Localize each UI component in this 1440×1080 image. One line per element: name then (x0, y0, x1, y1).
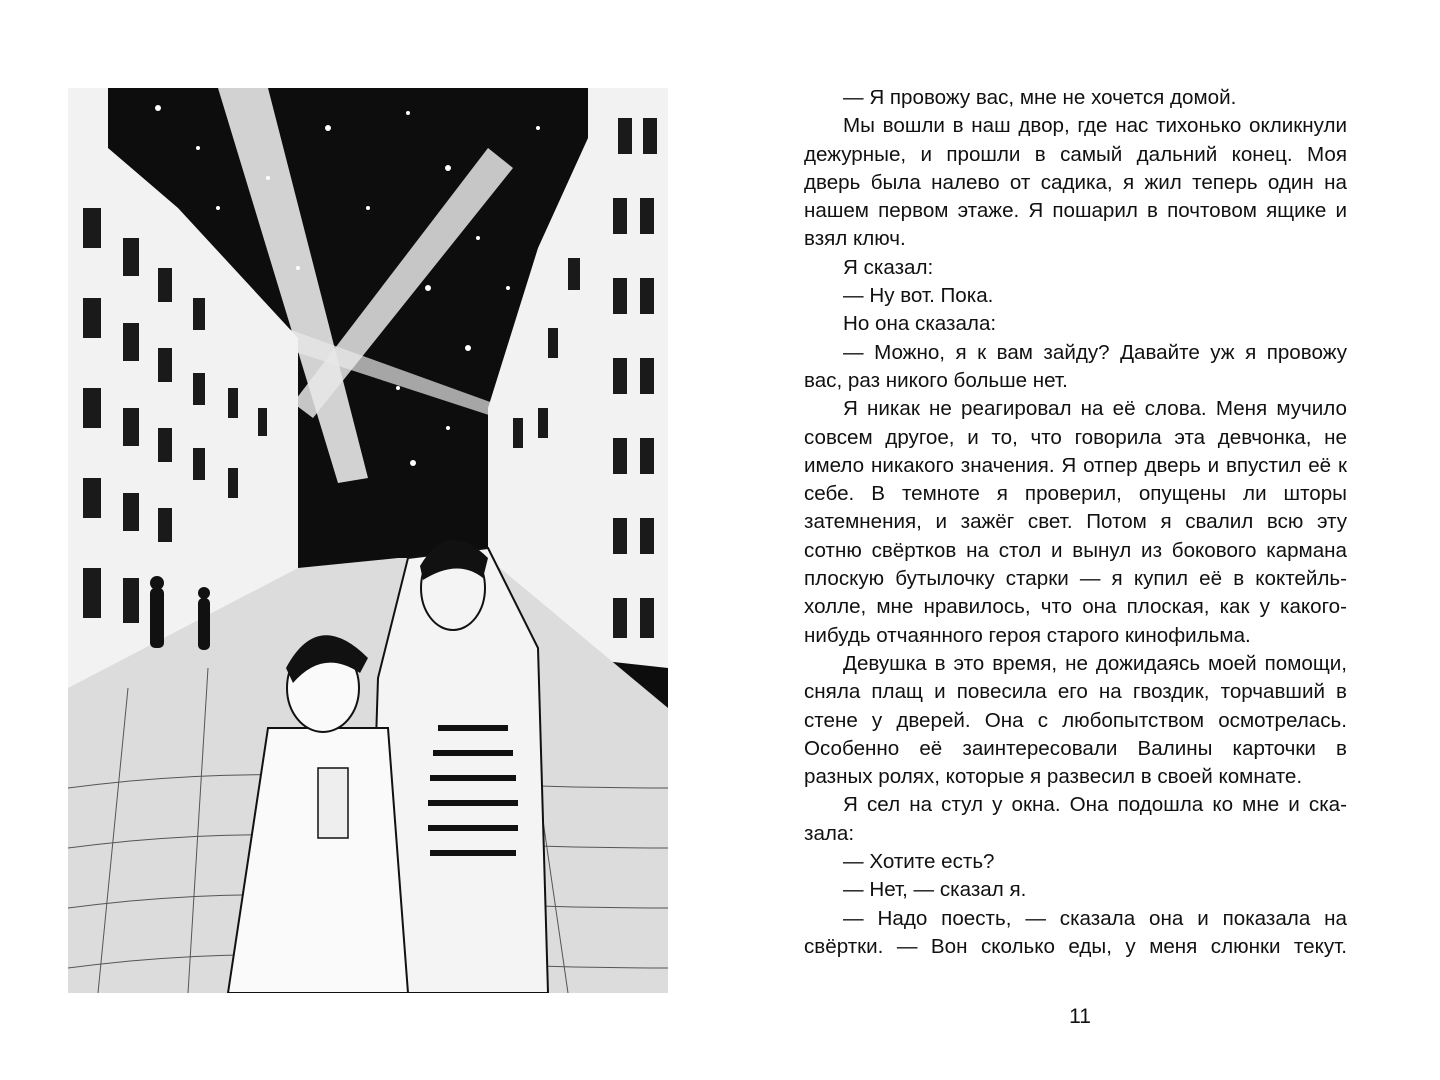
paragraph: — Хотите есть? (843, 850, 995, 874)
paragraph: — Я провожу вас, мне не хочется домой. (843, 86, 1237, 109)
illustration (68, 88, 668, 993)
paragraph: — Ну вот. Пока. (843, 284, 994, 308)
paragraph: — Нет, — сказал я. (843, 878, 1027, 902)
paragraph: — Надо поесть, — сказала она и показала на свёртки. — Вон сколько еды, у меня слюнки текут. (804, 906, 1347, 958)
page-number: 11 (1069, 1005, 1091, 1028)
paragraph: Но она сказала: (843, 312, 997, 336)
paragraph: Я никак не реагировал на её слова. Меня мучило совсем другое, и то, что говорила эта девчонка, не имело никакого значения. Я отпер дверь и впустил её к себе. В темноте я проверил, опущены ли шторы затемнения, и зажёг свет. Потом я свалил всю эту сотню свёртков на стол и вынул из бокового кармана плоскую бутылочку старки — я купил её в коктейль-холле, мне нравилось, что она плоская, как у какого-нибудь отчаянного героя старого кинофильма. (804, 397, 1347, 647)
paragraph: Девушка в это время, не дожидаясь моей помощи, сняла плащ и повесила его на гвоздик, торчавший в стене у дверей. Она с любопытством осмотрелась. Особенно её заинтересовали Валины карточки в разных ролях, которые я развесил в своей комнате. (804, 651, 1347, 789)
paragraph: Я сказал: (843, 255, 934, 279)
text-page (804, 84, 1347, 961)
night-street-drawing (68, 88, 668, 993)
paragraph: Я сел на стул у окна. Она подошла ко мне и сказала: (804, 793, 1347, 845)
paragraph: Мы вошли в наш двор, где нас тихонько окликнули дежурные, и прошли в самый дальний конец. Моя дверь была налево от садика, я жил теперь один на нашем первом этаже. Я пошарил в почтовом ящике и взял ключ. (804, 114, 1347, 251)
paragraph: — Можно, я к вам зайду? Давайте уж я провожу вас, раз никого больше нет. (804, 340, 1347, 392)
